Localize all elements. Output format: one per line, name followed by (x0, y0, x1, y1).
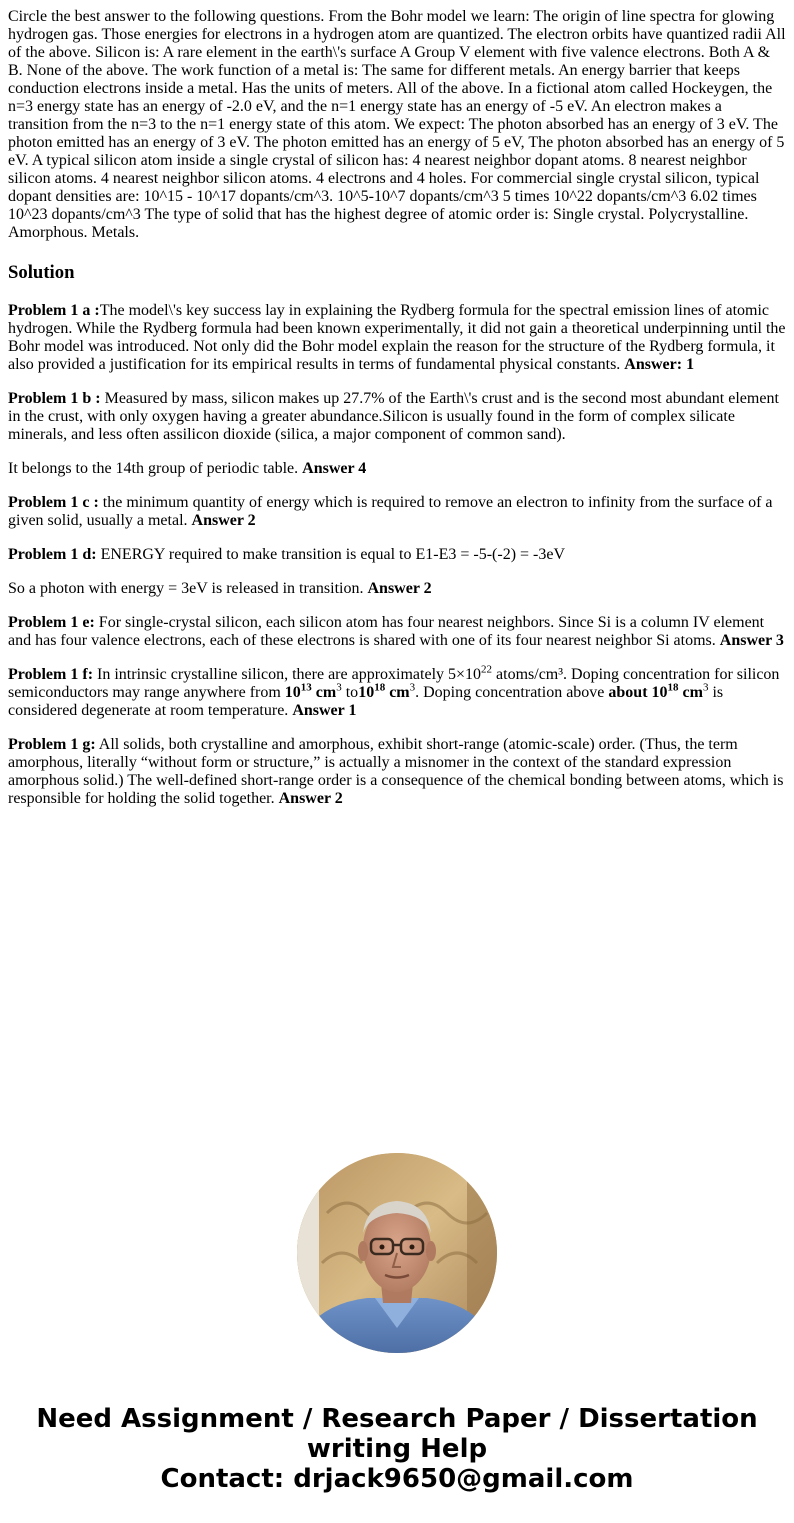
problem-1f-exponent-1: 22 (481, 663, 493, 676)
author-portrait (297, 1153, 497, 1353)
problem-1a (8, 302, 786, 374)
problem-1a-label: Problem 1 a : (8, 302, 100, 319)
problem-1c-text: the minimum quantity of energy which is required to remove an electron to infinity from the surface of a given solid, usually a metal. (8, 494, 773, 529)
problem-1g (8, 736, 786, 808)
problem-1b-text: Measured by mass, silicon makes up 27.7% of the Earth\'s crust and is the second most abundant element in the crust, with only oxygen having a greater abundance.Silicon is usually found in the form of complex silicate minerals, and less often assilicon dioxide (silica, a major component of common sand). (8, 390, 779, 443)
problem-1f-text-1: In intrinsic crystalline silicon, there are approximately 5×10 (93, 666, 482, 683)
problem-1e-label: Problem 1 e: (8, 614, 95, 631)
footer-contact: Contact: drjack9650@gmail.com (160, 1464, 634, 1494)
problem-1f-text-3: to (341, 684, 359, 701)
problem-1e-text: For single-crystal silicon, each silicon atom has four nearest neighbors. Since Si is a column IV element and has four valence electrons, each of these electrons is shared with one of its four nearest neighbor Si atoms. (8, 614, 765, 649)
problem-1b-group (8, 460, 786, 478)
problem-1a-text: The model\'s key success lay in explaining the Rydberg formula for the spectral emission lines of atomic hydrogen. While the Rydberg formula had been known experimentally, it did not gain a theoretical underpinning until the Bohr model was introduced. Not only did the Bohr model explain the reason for the structure of the Rydberg formula, it also provided a justification for its empirical results in terms of fundamental physical constants. (8, 302, 786, 373)
range-low-base: 10 (284, 684, 301, 701)
footer-line-2: writing Help (306, 1434, 488, 1464)
footer-banner (0, 1404, 794, 1494)
problem-1c-label: Problem 1 c : (8, 494, 99, 511)
problem-1e-answer: Answer 3 (719, 632, 784, 649)
degenerate-exponent: 18 (667, 681, 679, 694)
problem-1d-text: ENERGY required to make transition is equal to E1-E3 = -5-(-2) = -3eV (96, 546, 566, 563)
problem-1b-group-text: It belongs to the 14th group of periodic table. (8, 460, 303, 477)
problem-1f-text-5: is considered degenerate at room temperature. (8, 684, 724, 719)
range-high-exponent: 18 (374, 681, 386, 694)
degenerate-unit: cm (678, 684, 703, 701)
problem-1d (8, 546, 786, 564)
problem-1f (8, 663, 786, 720)
problem-1a-answer: Answer: 1 (624, 356, 695, 373)
document-body (8, 8, 786, 824)
problem-1d-answer: Answer 2 (367, 580, 432, 597)
problem-1b (8, 390, 786, 444)
problem-1f-label: Problem 1 f: (8, 666, 94, 683)
solution-heading: Solution (8, 262, 75, 283)
problem-1f-unit-exponent-2: 3 (409, 681, 416, 694)
problem-1f-degenerate (608, 681, 703, 701)
problem-1g-label: Problem 1 g: (8, 736, 96, 753)
question-text: Circle the best answer to the following questions. From the Bohr model we learn: The origin of line spectra for glowing hydrogen gas. Those energies for electrons in a hydrogen atom are quantized. The electron orbits have quantized radii All of the above. Silicon is: A rare element in the earth\'s surface A Group V element with five valence electrons. Both A & B. None of the above. The work function of a metal is: The same for different metals. An energy barrier that keeps conduction electrons inside a metal. Has the units of meters. All of the above. In a fictional atom called Hockeygen, the n=3 energy state has an energy of -2.0 eV, and the n=1 energy state has an energy of -5 eV. An electron makes a transition from the n=3 to the n=1 energy state of this atom. We expect: The photon absorbed has an energy of 3 eV. The photon emitted has an energy of 3 eV. The photon emitted has an energy of 5 eV, The photon absorbed has an energy of 5 eV. A typical silicon atom inside a single crystal of silicon has: 4 nearest neighbor dopant atoms. 8 nearest neighbor silicon atoms. 4 nearest neighbor silicon atoms. 4 electrons and 4 holes. For commercial single crystal silicon, typical dopant densities are: 10^15 - 10^17 dopants/cm^3. 10^5-10^7 dopants/cm^3 5 times 10^22 dopants/cm^3 6.02 times 10^23 dopants/cm^3 The type of solid that has the highest degree of atomic order is: Single crystal. Polycrystalline. Amorphous. Metals. (8, 8, 786, 241)
problem-1g-text: All solids, both crystalline and amorphous, exhibit short-range (atomic-scale) order. (Thus, the term amorphous, literally “without form or structure,” is actually a misnomer in the context of the standard expression amorphous solid.) The well-defined short-range order is a consequence of the chemical bonding between atoms, which is responsible for holding the solid together. (8, 736, 784, 807)
range-low-exponent: 13 (300, 681, 312, 694)
problem-1f-range-high (358, 681, 410, 701)
range-high-base: 10 (358, 684, 375, 701)
problem-1g-answer: Answer 2 (278, 790, 343, 807)
degenerate-base: about 10 (608, 684, 668, 701)
problem-1b-label: Problem 1 b : (8, 390, 101, 407)
problem-1c (8, 494, 786, 530)
problem-1d-result-text: So a photon with energy = 3eV is released in transition. (8, 580, 368, 597)
author-photo-icon (297, 1153, 497, 1353)
footer-line-1: Need Assignment / Research Paper / Dissertation (36, 1404, 758, 1434)
problem-1d-result (8, 580, 786, 598)
problem-1f-text-4: . Doping concentration above (415, 684, 609, 701)
range-low-unit: cm (311, 684, 337, 701)
problem-1f-answer: Answer 1 (292, 702, 357, 719)
problem-1f-unit-exponent-1: 3 (336, 681, 342, 694)
problem-1d-label: Problem 1 d: (8, 546, 97, 563)
problem-1c-answer: Answer 2 (191, 512, 256, 529)
problem-1b-answer: Answer 4 (302, 460, 367, 477)
problem-1f-range-low (284, 681, 337, 701)
range-high-unit: cm (385, 684, 410, 701)
problem-1f-text-2: atoms/cm³. Doping concentration for silicon semiconductors may range anywhere from (8, 666, 780, 701)
problem-1e (8, 614, 786, 650)
problem-1f-unit-exponent-3: 3 (702, 681, 709, 694)
